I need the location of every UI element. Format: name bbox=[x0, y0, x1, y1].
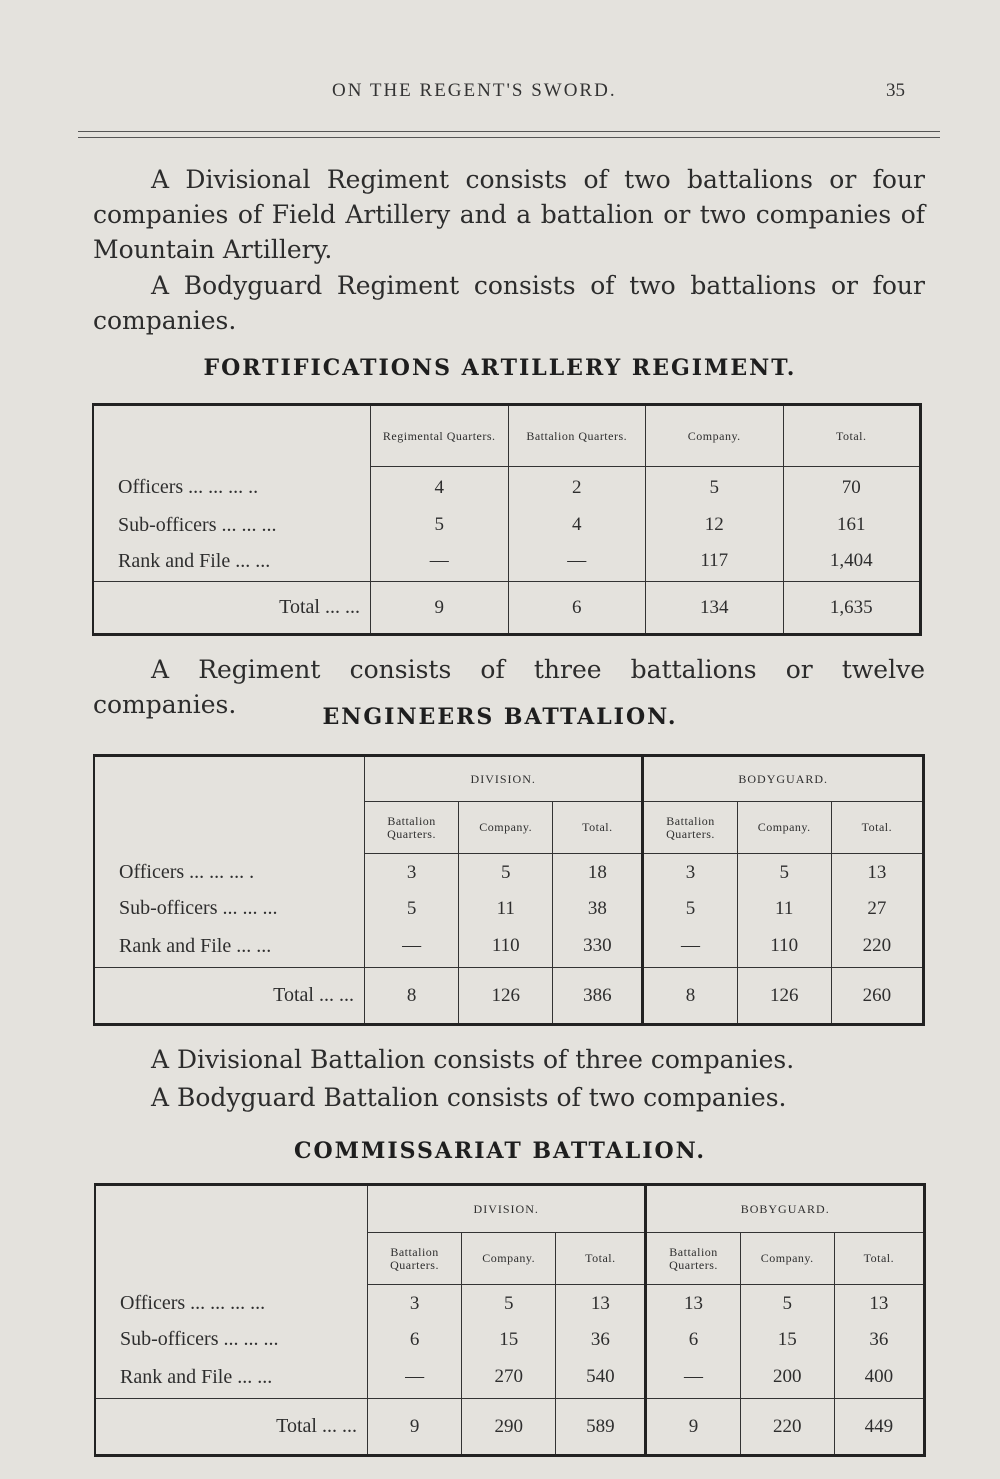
cell: 2 bbox=[508, 467, 645, 509]
total-cell: 449 bbox=[834, 1399, 924, 1456]
total-label: Total ... ... bbox=[93, 582, 370, 635]
cell: 70 bbox=[783, 467, 921, 509]
cell: 5 bbox=[364, 892, 458, 926]
table-total-row bbox=[93, 582, 921, 635]
cell: — bbox=[370, 542, 508, 582]
row-label: Rank and File ... ... bbox=[119, 934, 272, 957]
cell: 3 bbox=[643, 854, 737, 892]
cell: 3 bbox=[364, 854, 458, 892]
table-group-row bbox=[94, 756, 924, 802]
row-label: Sub-officers ... ... ... bbox=[118, 513, 277, 536]
cell: 220 bbox=[831, 926, 923, 968]
total-cell: 9 bbox=[646, 1399, 740, 1456]
table-row bbox=[95, 1357, 925, 1399]
header-cell: Company. bbox=[645, 405, 783, 467]
row-label: Rank and File ... ... bbox=[120, 1365, 273, 1388]
header-cell: Battalion Quarters. bbox=[364, 802, 458, 854]
running-head-title: ON THE REGENT'S SWORD. bbox=[332, 80, 617, 101]
total-cell: 9 bbox=[367, 1399, 461, 1456]
total-cell: 1,635 bbox=[783, 582, 921, 635]
table-row bbox=[94, 854, 924, 892]
cell: 4 bbox=[370, 467, 508, 509]
header-cell: Company. bbox=[459, 802, 553, 854]
cell: 270 bbox=[462, 1357, 556, 1399]
group-header-division: DIVISION. bbox=[367, 1185, 645, 1233]
total-cell: 220 bbox=[740, 1399, 834, 1456]
table-header-row bbox=[95, 1233, 925, 1285]
row-label: Officers ... ... ... .. bbox=[118, 476, 259, 498]
table-row bbox=[93, 542, 921, 582]
cell: 13 bbox=[831, 854, 923, 892]
page-number: 35 bbox=[886, 80, 905, 101]
total-cell: 134 bbox=[645, 582, 783, 635]
table-row bbox=[95, 1323, 925, 1357]
row-label: Officers ... ... ... ... bbox=[120, 1292, 266, 1314]
row-label: Sub-officers ... ... ... bbox=[120, 1328, 279, 1350]
paragraph-regiment: A Regiment consists of three battalions or twelve companies. bbox=[93, 655, 925, 719]
cell: 15 bbox=[740, 1323, 834, 1357]
cell: 5 bbox=[370, 509, 508, 542]
header-cell: Regimental Quarters. bbox=[370, 405, 508, 467]
total-label: Total ... ... bbox=[95, 1399, 367, 1456]
cell: 5 bbox=[459, 854, 553, 892]
row-label: Officers ... ... ... . bbox=[119, 861, 255, 883]
cell: 161 bbox=[783, 509, 921, 542]
cell: — bbox=[367, 1357, 461, 1399]
cell: 15 bbox=[462, 1323, 556, 1357]
cell: 110 bbox=[737, 926, 831, 968]
header-cell: Total. bbox=[556, 1233, 646, 1285]
cell: 5 bbox=[462, 1285, 556, 1323]
total-cell: 386 bbox=[553, 968, 643, 1025]
header-cell: Total. bbox=[783, 405, 921, 467]
cell: 11 bbox=[459, 892, 553, 926]
cell: 5 bbox=[737, 854, 831, 892]
header-cell: Battalion Quarters. bbox=[367, 1233, 461, 1285]
cell: 4 bbox=[508, 509, 645, 542]
cell: 117 bbox=[645, 542, 783, 582]
cell: 200 bbox=[740, 1357, 834, 1399]
cell: 18 bbox=[553, 854, 643, 892]
total-cell: 8 bbox=[364, 968, 458, 1025]
table-row bbox=[94, 926, 924, 968]
row-label: Sub-officers ... ... ... bbox=[119, 897, 278, 919]
cell: 330 bbox=[553, 926, 643, 968]
header-cell: Battalion Quarters. bbox=[508, 405, 645, 467]
cell: 36 bbox=[834, 1323, 924, 1357]
total-cell: 6 bbox=[508, 582, 645, 635]
table-commissariat bbox=[94, 1183, 926, 1457]
cell: 540 bbox=[556, 1357, 646, 1399]
cell: 110 bbox=[459, 926, 553, 968]
header-cell: Battalion Quarters. bbox=[646, 1233, 740, 1285]
cell: 3 bbox=[367, 1285, 461, 1323]
cell: 1,404 bbox=[783, 542, 921, 582]
cell: 5 bbox=[740, 1285, 834, 1323]
total-cell: 260 bbox=[831, 968, 923, 1025]
cell: — bbox=[508, 542, 645, 582]
paragraph-divisional-battalion: A Divisional Battalion consists of three companies. bbox=[151, 1045, 795, 1074]
header-cell: Company. bbox=[737, 802, 831, 854]
table-row bbox=[93, 467, 921, 509]
table-header-row bbox=[93, 405, 921, 467]
total-cell: 290 bbox=[462, 1399, 556, 1456]
paragraph-bodyguard-battalion: A Bodyguard Battalion consists of two companies. bbox=[151, 1083, 787, 1112]
cell: 13 bbox=[646, 1285, 740, 1323]
section-title-engineers: ENGINEERS BATTALION. bbox=[322, 704, 678, 730]
cell: — bbox=[646, 1357, 740, 1399]
paragraph-bodyguard-regiment: A Bodyguard Regiment consists of two battalions or four companies. bbox=[93, 271, 925, 335]
cell: 27 bbox=[831, 892, 923, 926]
table-row bbox=[95, 1285, 925, 1323]
cell: 5 bbox=[643, 892, 737, 926]
table-fortifications bbox=[92, 403, 922, 636]
total-cell: 126 bbox=[737, 968, 831, 1025]
total-cell: 9 bbox=[370, 582, 508, 635]
total-label: Total ... ... bbox=[94, 968, 364, 1025]
header-cell: Total. bbox=[834, 1233, 924, 1285]
header-cell: Company. bbox=[462, 1233, 556, 1285]
cell: 13 bbox=[834, 1285, 924, 1323]
header-cell: Total. bbox=[553, 802, 643, 854]
cell: — bbox=[643, 926, 737, 968]
group-header-bodyguard: BOBYGUARD. bbox=[646, 1185, 925, 1233]
total-cell: 589 bbox=[556, 1399, 646, 1456]
cell: 6 bbox=[646, 1323, 740, 1357]
head-rule-top bbox=[78, 131, 940, 132]
cell: 12 bbox=[645, 509, 783, 542]
table-group-row bbox=[95, 1185, 925, 1233]
table-row bbox=[93, 509, 921, 542]
table-header-row bbox=[94, 802, 924, 854]
cell: 38 bbox=[553, 892, 643, 926]
cell: 6 bbox=[367, 1323, 461, 1357]
cell: 400 bbox=[834, 1357, 924, 1399]
section-title-fortifications: FORTIFICATIONS ARTILLERY REGIMENT. bbox=[203, 355, 797, 381]
cell: 11 bbox=[737, 892, 831, 926]
header-cell: Company. bbox=[740, 1233, 834, 1285]
cell: 36 bbox=[556, 1323, 646, 1357]
table-engineers bbox=[93, 754, 925, 1026]
group-header-bodyguard: BODYGUARD. bbox=[643, 756, 924, 802]
header-cell: Total. bbox=[831, 802, 923, 854]
group-header-division: DIVISION. bbox=[364, 756, 642, 802]
table-total-row bbox=[94, 968, 924, 1025]
cell: — bbox=[364, 926, 458, 968]
table-total-row bbox=[95, 1399, 925, 1456]
paragraph-divisional-regiment: A Divisional Regiment consists of two battalions or four companies of Field Artillery and a battalion or two companies of Mountain Artillery. bbox=[93, 165, 925, 264]
section-title-commissariat: COMMISSARIAT BATTALION. bbox=[293, 1138, 707, 1164]
header-cell: Battalion Quarters. bbox=[643, 802, 737, 854]
total-cell: 8 bbox=[643, 968, 737, 1025]
row-label: Rank and File ... ... bbox=[118, 549, 271, 572]
cell: 5 bbox=[645, 467, 783, 509]
total-cell: 126 bbox=[459, 968, 553, 1025]
head-rule-bottom bbox=[78, 137, 940, 138]
cell: 13 bbox=[556, 1285, 646, 1323]
table-row bbox=[94, 892, 924, 926]
